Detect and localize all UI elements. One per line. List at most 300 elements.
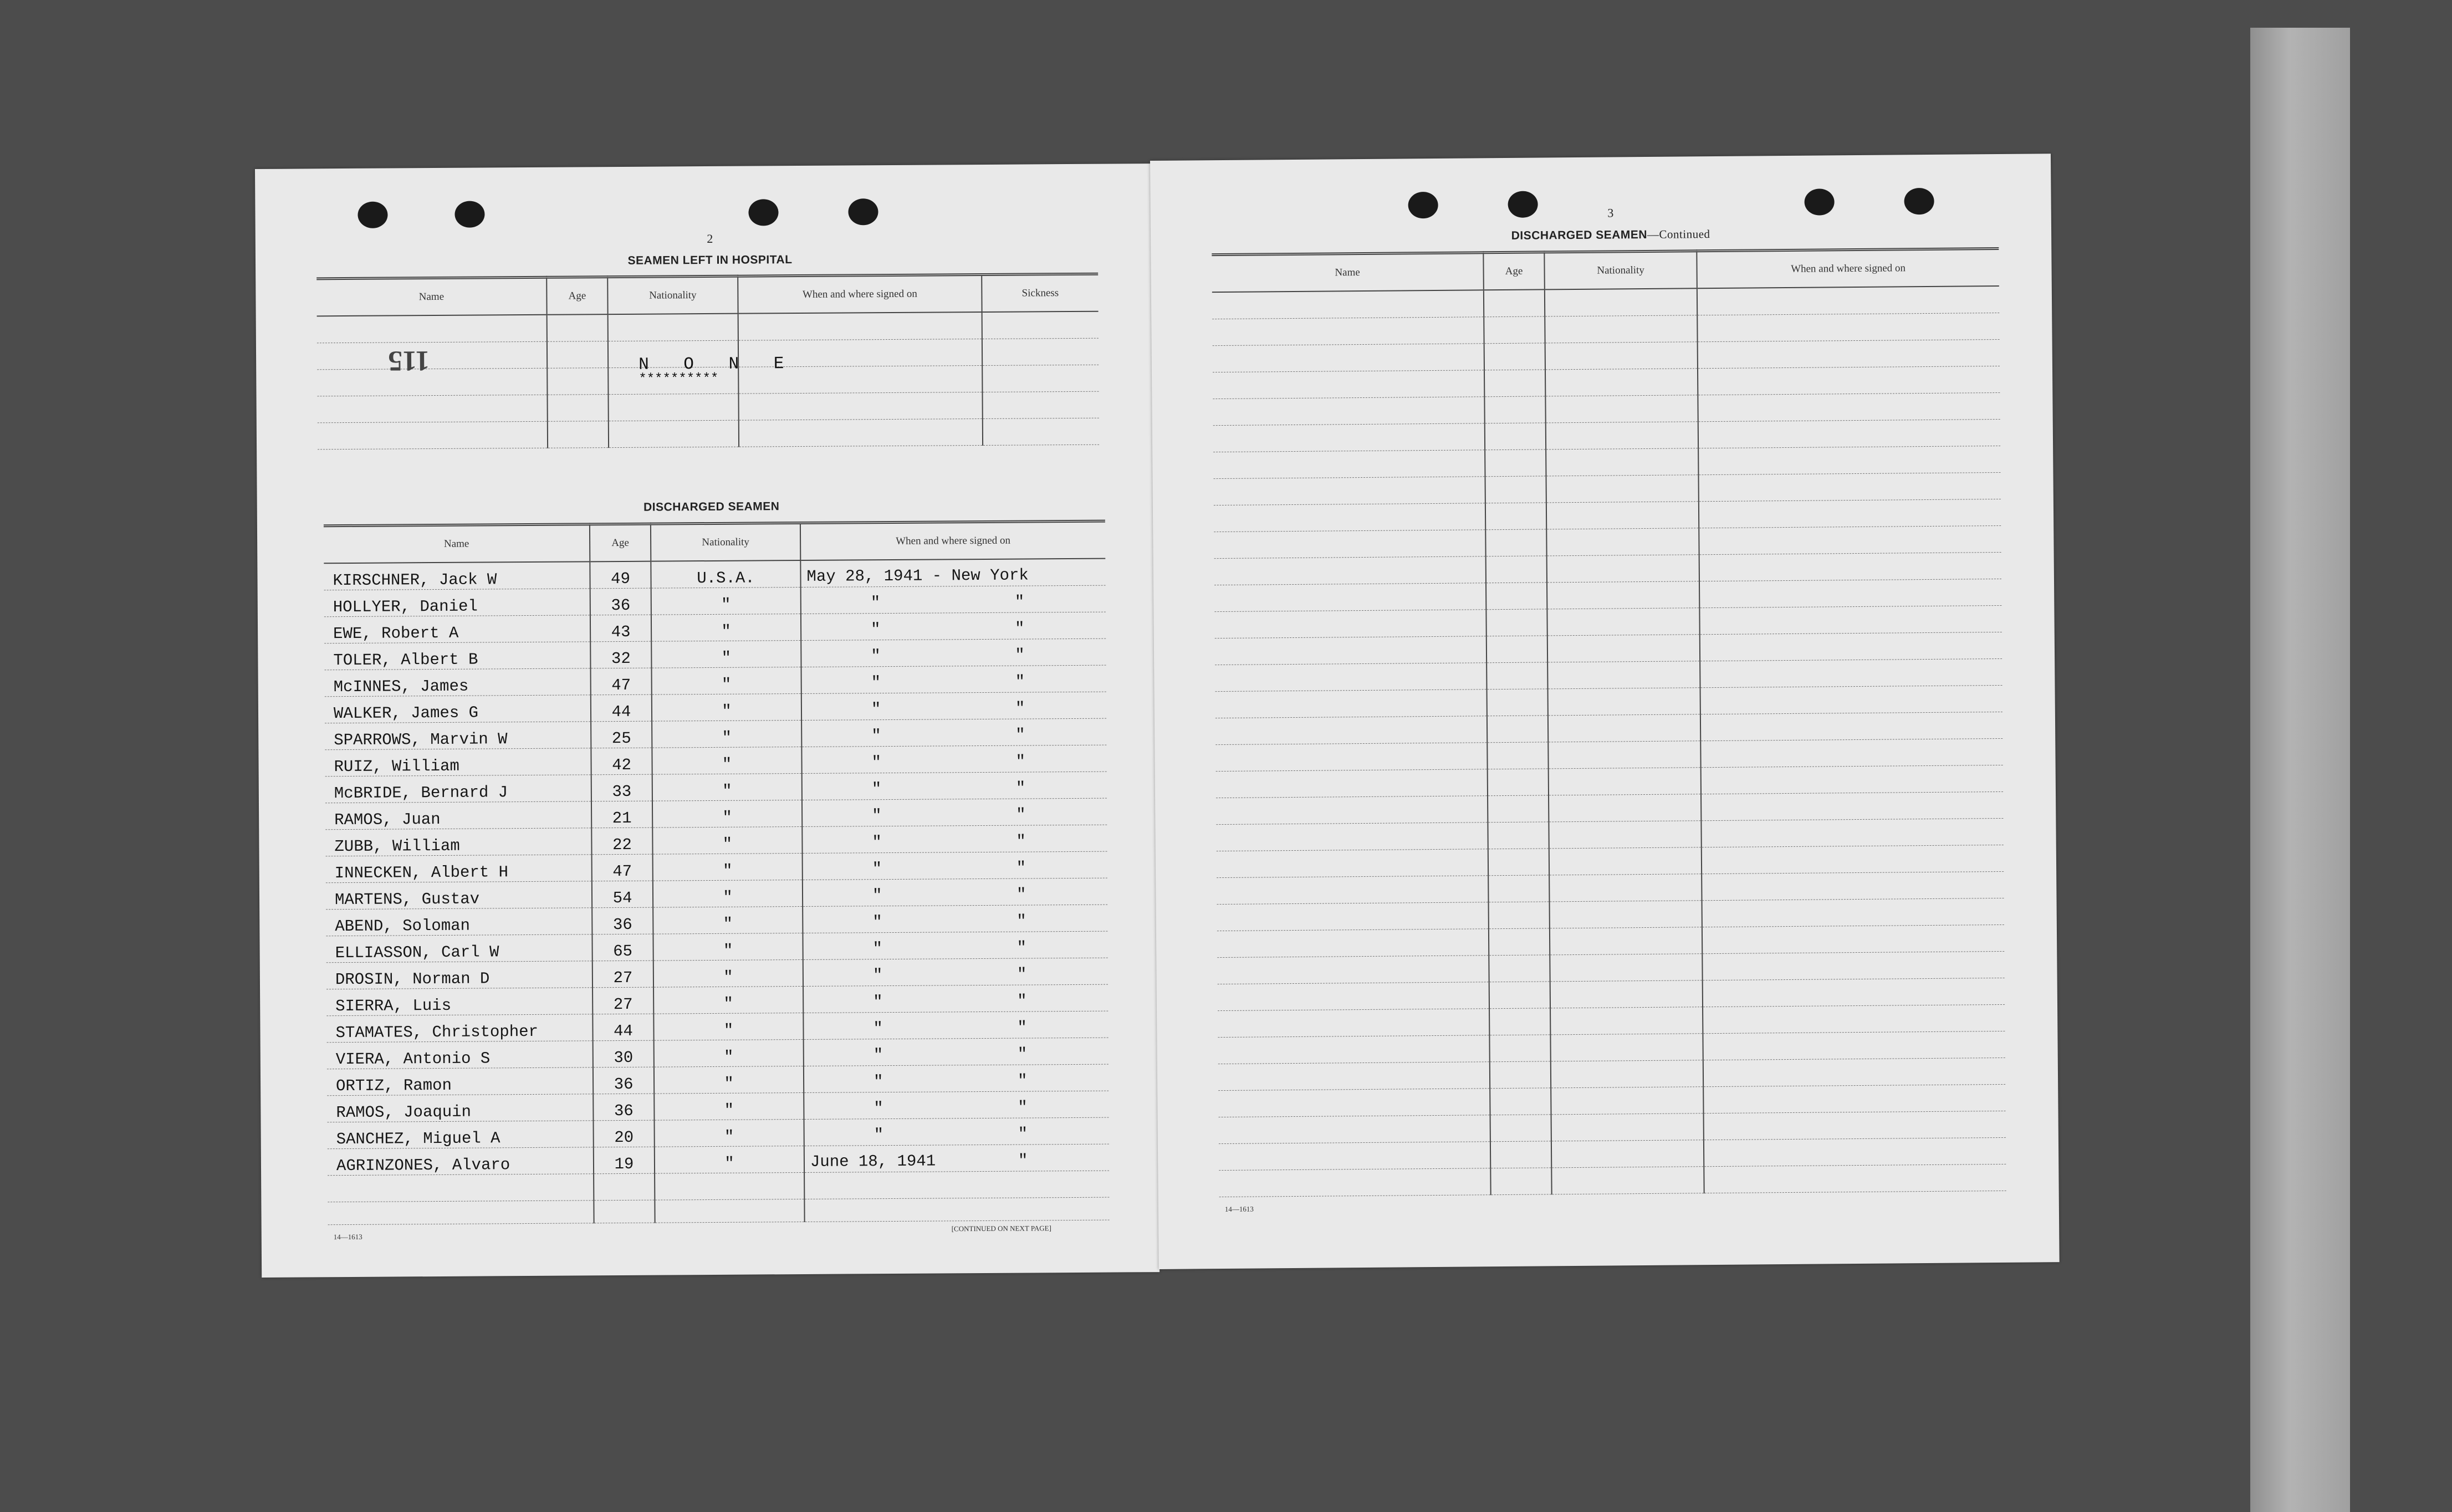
seaman-name: AGRINZONES, Alvaro xyxy=(328,1147,594,1176)
seaman-age: 54 xyxy=(592,881,653,908)
seaman-name: ABEND, Soloman xyxy=(326,908,592,936)
seaman-age: 30 xyxy=(593,1040,654,1067)
signed-on-w2: " xyxy=(871,780,882,799)
empty-cell xyxy=(1545,369,1698,396)
empty-cell xyxy=(1698,446,2000,474)
seaman-nationality: " xyxy=(654,1066,804,1094)
seaman-name: SPARROWS, Marvin W xyxy=(325,722,591,750)
empty-cell xyxy=(1703,1084,2005,1113)
signed-on-w2: " xyxy=(872,833,882,852)
seaman-nationality: " xyxy=(653,959,803,987)
col-header-when-where: When and where signed on xyxy=(800,521,1105,560)
empty-cell xyxy=(1488,822,1549,849)
seaman-nationality xyxy=(655,1172,804,1200)
empty-cell xyxy=(1214,583,1486,612)
seaman-name: KIRSCHNER, Jack W xyxy=(324,561,590,590)
table-row xyxy=(328,1171,1109,1202)
signed-on-w3: " xyxy=(1018,1098,1028,1117)
empty-cell xyxy=(1551,1113,1704,1141)
seaman-signed-on xyxy=(800,559,1105,588)
empty-cell xyxy=(1217,902,1489,931)
empty-cell xyxy=(1214,503,1485,532)
empty-cell xyxy=(1702,871,2004,900)
empty-cell xyxy=(1216,796,1488,825)
empty-cell xyxy=(1485,449,1546,477)
empty-cell xyxy=(1215,663,1486,692)
empty-cell xyxy=(1547,555,1699,583)
seaman-nationality xyxy=(655,1199,804,1223)
empty-cell xyxy=(1699,552,2001,581)
form-number: 14—1613 xyxy=(333,1232,362,1242)
signed-on-w2: " xyxy=(873,1046,883,1065)
seaman-signed-on xyxy=(801,718,1106,747)
col-header-age: Age xyxy=(546,277,607,315)
seaman-name xyxy=(328,1201,594,1225)
seaman-name: WALKER, James G xyxy=(325,695,591,723)
empty-cell xyxy=(1698,419,2000,448)
table-row xyxy=(324,612,1106,643)
empty-cell xyxy=(1703,1031,2005,1060)
table-row xyxy=(325,665,1106,697)
signed-on-w2: " xyxy=(871,700,881,719)
discharged-table xyxy=(324,520,1110,1225)
signed-on-w3: " xyxy=(1017,1071,1028,1090)
empty-cell xyxy=(1213,370,1484,399)
seaman-age: 36 xyxy=(592,907,653,934)
signed-on-w3: " xyxy=(1016,885,1026,904)
seaman-name: INNECKEN, Albert H xyxy=(326,855,592,883)
seaman-name: RUIZ, William xyxy=(325,748,591,777)
signed-on-w2: " xyxy=(871,727,881,745)
empty-cell xyxy=(1551,1167,1704,1194)
empty-cell xyxy=(1548,688,1700,716)
signed-on-w1: June 18, 1941 xyxy=(810,1152,936,1171)
signed-on-w3: " xyxy=(1017,1018,1027,1037)
signed-on-w3: " xyxy=(1018,1151,1028,1170)
seaman-name: EWE, Robert A xyxy=(324,615,590,643)
seaman-name: RAMOS, Joaquin xyxy=(327,1094,593,1122)
empty-cell xyxy=(1217,876,1488,905)
seaman-signed-on xyxy=(804,1117,1108,1146)
col-header-nationality: Nationality xyxy=(607,276,738,314)
empty-cell xyxy=(1488,875,1549,902)
table-row xyxy=(325,692,1106,723)
empty-cell xyxy=(1217,929,1489,958)
empty-cell xyxy=(1488,795,1549,823)
empty-cell xyxy=(1212,290,1484,319)
seaman-signed-on xyxy=(803,878,1107,906)
empty-cell xyxy=(1546,475,1698,503)
empty-cell xyxy=(1215,716,1487,745)
empty-cell xyxy=(1489,1035,1550,1062)
seaman-age: 47 xyxy=(591,668,652,695)
seaman-nationality: " xyxy=(652,773,802,801)
seaman-nationality: " xyxy=(652,747,801,774)
empty-cell xyxy=(1551,1087,1703,1115)
signed-on-w3: " xyxy=(1018,1125,1028,1143)
signed-on-w3: " xyxy=(1015,646,1025,665)
seaman-nationality: " xyxy=(651,614,801,641)
seaman-signed-on xyxy=(803,958,1108,986)
seaman-signed-on xyxy=(804,1064,1108,1092)
right-page xyxy=(1150,154,2060,1269)
empty-cell xyxy=(1490,1141,1551,1168)
empty-cell xyxy=(1486,636,1547,663)
seaman-nationality: " xyxy=(651,587,801,615)
table-row xyxy=(325,772,1107,803)
empty-cell xyxy=(1212,317,1484,346)
empty-cell xyxy=(1702,924,2004,953)
discharged-continued-table xyxy=(1212,247,2006,1197)
signed-on-w3: " xyxy=(1016,912,1026,931)
seaman-nationality: " xyxy=(653,853,803,881)
seaman-signed-on xyxy=(801,665,1106,693)
col-header-when-where: When and where signed on xyxy=(1697,248,1999,288)
seaman-age: 36 xyxy=(593,1067,654,1094)
seaman-name: SANCHEZ, Miguel A xyxy=(328,1121,594,1149)
empty-cell xyxy=(1484,316,1545,344)
seaman-name xyxy=(328,1174,594,1202)
seaman-age: 49 xyxy=(590,561,651,589)
empty-cell xyxy=(1549,794,1701,822)
signed-on-w2: " xyxy=(873,1019,883,1038)
empty-cell xyxy=(1487,689,1548,716)
empty-cell xyxy=(1486,556,1547,583)
continued-note: [CONTINUED ON NEXT PAGE] xyxy=(951,1224,1051,1233)
empty-cell xyxy=(1219,1115,1490,1144)
seaman-signed-on xyxy=(801,745,1106,773)
seaman-age: 44 xyxy=(591,694,652,722)
empty-cell xyxy=(1551,1140,1704,1168)
seaman-name: McBRIDE, Bernard J xyxy=(325,775,591,803)
discharged-continued-title xyxy=(1389,226,1832,243)
discharged-section-title: DISCHARGED SEAMEN xyxy=(643,500,780,514)
table-row xyxy=(325,825,1107,856)
seaman-name: RAMOS, Juan xyxy=(325,801,591,830)
empty-cell xyxy=(1214,610,1486,638)
seaman-nationality: " xyxy=(654,1092,804,1120)
left-page xyxy=(255,164,1159,1278)
seaman-nationality: " xyxy=(652,667,801,694)
empty-cell xyxy=(1487,716,1548,743)
table-row xyxy=(325,798,1107,830)
empty-cell xyxy=(1699,579,2001,607)
empty-cell xyxy=(1218,1062,1490,1091)
empty-cell xyxy=(1548,741,1700,769)
empty-cell xyxy=(1218,982,1489,1011)
empty-cell xyxy=(1490,1088,1551,1115)
empty-cell xyxy=(1699,499,2001,528)
signed-on-w3: " xyxy=(1014,592,1025,611)
empty-cell xyxy=(1489,982,1550,1009)
seaman-name: McINNES, James xyxy=(325,668,591,697)
punch-hole xyxy=(1508,191,1537,218)
seaman-name: STAMATES, Christopher xyxy=(326,1014,592,1043)
empty-cell xyxy=(1213,450,1485,479)
seaman-age: 33 xyxy=(591,774,652,801)
empty-cell xyxy=(1489,902,1550,929)
empty-cell xyxy=(1702,845,2004,874)
empty-cell xyxy=(1550,1007,1703,1035)
empty-cell xyxy=(1488,769,1549,796)
seaman-signed-on xyxy=(803,931,1107,959)
empty-cell xyxy=(1213,423,1485,452)
seaman-name: MARTENS, Gustav xyxy=(326,881,592,910)
scanner-background-strip xyxy=(2250,28,2350,1512)
discharged-continued-title-main: DISCHARGED SEAMEN xyxy=(1511,228,1648,242)
empty-cell xyxy=(1218,1035,1489,1064)
table-row xyxy=(326,1011,1108,1043)
hospital-section-title: SEAMEN LEFT IN HOSPITAL xyxy=(627,253,793,267)
empty-cell xyxy=(1698,366,2000,395)
empty-cell xyxy=(1484,343,1545,370)
empty-cell xyxy=(1214,530,1485,559)
empty-cell xyxy=(1215,636,1486,665)
empty-cell xyxy=(1218,1089,1490,1117)
empty-cell xyxy=(1546,528,1699,556)
empty-cell xyxy=(1548,714,1700,742)
table-row xyxy=(327,1038,1108,1069)
empty-cell xyxy=(1547,608,1699,636)
seaman-signed-on xyxy=(803,851,1107,880)
seaman-nationality: " xyxy=(653,880,803,907)
page-number: 3 xyxy=(1607,206,1614,220)
empty-cell xyxy=(1488,849,1549,876)
empty-cell xyxy=(1701,818,2003,847)
signed-on-w2: " xyxy=(873,993,883,1012)
form-number: 14—1613 xyxy=(1224,1204,1254,1213)
empty-cell xyxy=(1545,288,1697,316)
seaman-nationality: " xyxy=(652,693,801,721)
seaman-signed-on xyxy=(803,1011,1108,1039)
seaman-signed-on xyxy=(804,1171,1109,1199)
empty-cell xyxy=(1550,954,1702,982)
signed-on-w3: " xyxy=(1015,752,1026,771)
seaman-nationality: " xyxy=(653,906,803,934)
empty-cell xyxy=(1545,395,1698,423)
signed-on-w2: " xyxy=(873,1072,883,1091)
empty-cell xyxy=(1700,685,2002,714)
empty-cell xyxy=(1546,422,1698,449)
seaman-age xyxy=(594,1200,655,1223)
signed-on-w2: " xyxy=(872,860,882,878)
empty-cell xyxy=(1485,503,1546,530)
col-header-age: Age xyxy=(1483,252,1545,290)
seaman-name: ZUBB, William xyxy=(325,828,591,856)
seaman-age: 25 xyxy=(591,721,652,748)
signed-on-w2: " xyxy=(871,647,881,666)
seaman-age: 20 xyxy=(593,1120,654,1147)
seaman-name: DROSIN, Norman D xyxy=(326,961,592,989)
empty-cell xyxy=(1549,874,1702,902)
seaman-signed-on xyxy=(801,612,1106,640)
seaman-age: 47 xyxy=(592,854,653,881)
seaman-nationality: " xyxy=(652,720,801,748)
seaman-signed-on xyxy=(801,692,1106,720)
seaman-signed-on xyxy=(801,638,1106,667)
seaman-nationality: " xyxy=(654,1119,804,1147)
empty-cell xyxy=(1701,791,2003,820)
seaman-age: 27 xyxy=(592,987,653,1014)
seaman-age: 22 xyxy=(591,827,652,855)
empty-cell xyxy=(1486,583,1547,610)
seaman-signed-on xyxy=(803,984,1108,1013)
page-number: 2 xyxy=(707,231,713,246)
empty-cell xyxy=(1214,556,1486,585)
table-row xyxy=(327,1091,1108,1122)
signed-on-w2: " xyxy=(872,886,882,905)
empty-cell xyxy=(1703,978,2005,1007)
punch-hole xyxy=(1904,188,1934,214)
empty-cell xyxy=(1550,1034,1703,1061)
seaman-name: VIERA, Antonio S xyxy=(327,1041,593,1069)
empty-cell xyxy=(1219,1142,1490,1171)
empty-cell xyxy=(1549,821,1701,849)
seaman-signed-on xyxy=(801,585,1106,614)
seaman-nationality: " xyxy=(651,640,801,668)
empty-cell xyxy=(1216,769,1488,798)
seaman-age: 65 xyxy=(592,934,653,961)
table-row xyxy=(326,984,1108,1016)
seaman-name: ELLIASSON, Carl W xyxy=(326,934,592,963)
empty-cell xyxy=(1216,823,1488,851)
signed-on-w3: " xyxy=(1015,672,1025,691)
seaman-signed-on xyxy=(804,1091,1108,1119)
empty-cell xyxy=(1489,955,1550,982)
signed-on-w2: " xyxy=(872,939,883,958)
empty-cell xyxy=(1550,927,1702,955)
hospital-entry-stars: ********** xyxy=(638,371,719,387)
table-row xyxy=(328,1117,1109,1149)
signed-on-w2: " xyxy=(870,594,881,612)
col-header-nationality: Nationality xyxy=(651,523,800,561)
empty-cell xyxy=(1700,738,2003,767)
empty-cell xyxy=(1549,768,1701,795)
empty-cell xyxy=(1702,898,2004,927)
seaman-age xyxy=(594,1173,655,1201)
signed-on-w3: " xyxy=(1016,965,1027,984)
empty-cell xyxy=(1698,392,2000,421)
signed-on-w3: " xyxy=(1017,992,1027,1010)
signed-on-w2: " xyxy=(871,753,882,772)
table-row xyxy=(325,718,1106,750)
seaman-age: 21 xyxy=(591,801,652,828)
signed-on-w2: " xyxy=(873,1126,884,1145)
empty-cell xyxy=(1485,529,1546,556)
signed-on-w3: " xyxy=(1017,1045,1028,1064)
empty-cell xyxy=(1700,712,2003,740)
empty-cell xyxy=(1700,632,2002,661)
table-row xyxy=(324,585,1106,617)
empty-cell xyxy=(1215,743,1487,772)
empty-cell xyxy=(1550,901,1702,928)
empty-cell xyxy=(1490,1115,1551,1142)
empty-cell xyxy=(1484,289,1545,316)
signed-on-w2: " xyxy=(870,620,881,639)
signed-on-w2: " xyxy=(872,913,882,932)
seaman-name: HOLLYER, Daniel xyxy=(324,589,590,617)
empty-cell xyxy=(1703,1004,2005,1033)
discharged-continued-title-cont: —Continued xyxy=(1647,227,1710,241)
seaman-signed-on xyxy=(802,772,1107,800)
hospital-entry-none: N O N E xyxy=(638,354,796,375)
signed-on-w3: " xyxy=(1015,699,1025,718)
empty-cell xyxy=(1484,396,1545,423)
empty-cell xyxy=(1214,477,1485,505)
seaman-nationality: " xyxy=(653,986,803,1014)
empty-cell xyxy=(1550,980,1703,1008)
empty-cell xyxy=(1485,423,1546,450)
signed-on-w2: " xyxy=(871,673,881,692)
seaman-nationality: " xyxy=(655,1146,804,1173)
col-header-age: Age xyxy=(590,524,651,561)
table-row xyxy=(328,1144,1109,1176)
empty-cell xyxy=(1699,605,2001,634)
empty-cell xyxy=(1219,1168,1490,1197)
punch-hole xyxy=(848,198,878,225)
signed-on-w3: " xyxy=(1016,938,1027,957)
punch-hole xyxy=(454,201,484,227)
empty-cell xyxy=(1699,525,2001,554)
empty-cell xyxy=(1549,847,1702,875)
signed-on-w2: " xyxy=(872,806,882,825)
empty-cell xyxy=(1698,339,2000,368)
empty-cell xyxy=(1485,476,1546,503)
col-header-sickness: Sickness xyxy=(982,274,1098,312)
seaman-age: 43 xyxy=(590,615,651,642)
seaman-age: 27 xyxy=(592,961,653,988)
empty-cell xyxy=(1547,661,1700,689)
seaman-nationality: " xyxy=(652,800,802,827)
seaman-nationality: " xyxy=(654,1039,804,1067)
col-header-name: Name xyxy=(324,524,590,563)
empty-cell xyxy=(1217,956,1489,984)
seaman-age: 42 xyxy=(591,748,652,775)
seaman-nationality: " xyxy=(653,933,803,961)
seaman-name: TOLER, Albert B xyxy=(324,642,590,670)
signed-on-w1: May 28, 1941 - New York xyxy=(806,566,1029,586)
seaman-signed-on xyxy=(804,1197,1109,1222)
table-row xyxy=(318,418,1099,449)
table-row xyxy=(324,559,1105,590)
empty-cell xyxy=(1700,658,2002,687)
empty-cell xyxy=(1217,849,1488,878)
signed-on-w2: " xyxy=(872,966,883,985)
signed-on-w3: " xyxy=(1014,619,1025,638)
col-header-name: Name xyxy=(1212,253,1484,292)
table-row xyxy=(1219,1164,2006,1197)
empty-cell xyxy=(1487,742,1548,769)
empty-cell xyxy=(1486,662,1547,689)
punch-hole xyxy=(1408,192,1438,218)
table-row xyxy=(325,745,1106,777)
empty-cell xyxy=(1486,609,1547,636)
seaman-age: 32 xyxy=(590,641,651,668)
seaman-nationality: U.S.A. xyxy=(651,560,800,588)
table-row xyxy=(326,851,1107,883)
empty-cell xyxy=(1546,502,1699,529)
empty-cell xyxy=(1546,448,1698,476)
seaman-age: 36 xyxy=(593,1094,654,1121)
seaman-name: ORTIZ, Ramon xyxy=(327,1067,593,1096)
table-row xyxy=(326,878,1107,910)
seaman-age: 44 xyxy=(592,1014,653,1041)
empty-cell xyxy=(1218,1009,1489,1038)
seaman-signed-on xyxy=(803,905,1107,933)
seaman-signed-on xyxy=(804,1038,1108,1066)
punch-hole xyxy=(357,202,387,228)
signed-on-w3: " xyxy=(1015,726,1025,744)
